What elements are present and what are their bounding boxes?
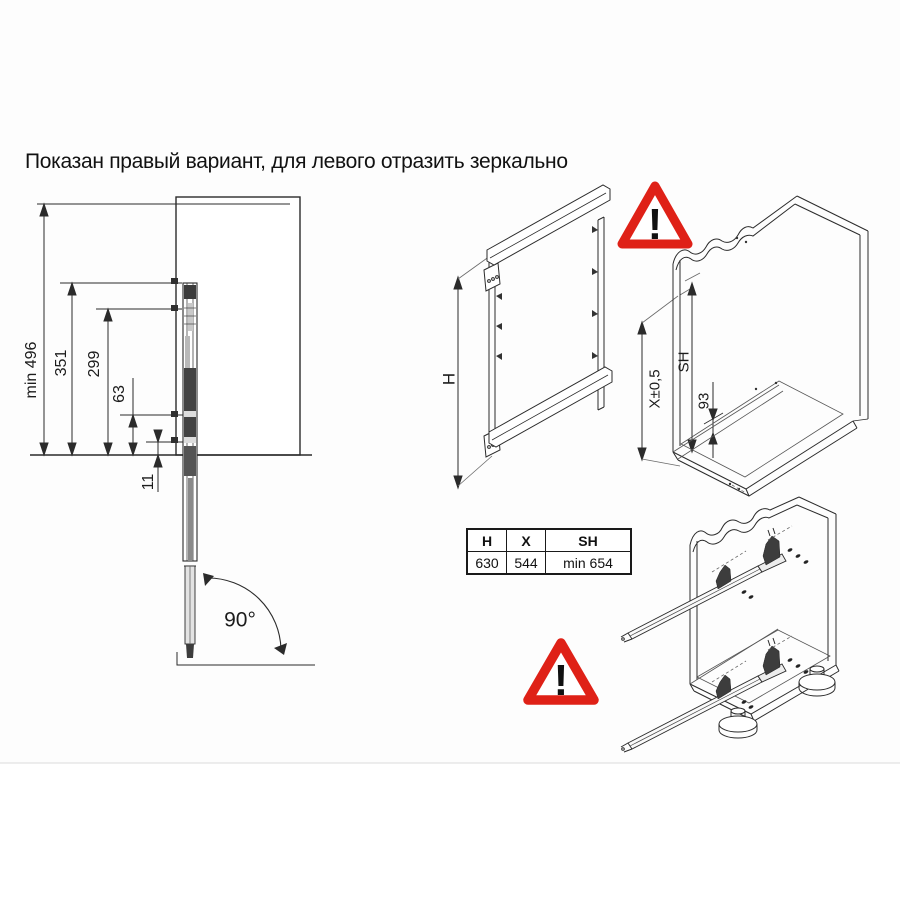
spec-table-value-row <box>467 552 631 575</box>
dim-label-299: 299 <box>86 350 103 378</box>
spec-table <box>466 528 632 575</box>
exclamation-mark: ! <box>553 656 569 705</box>
dim-label-h: H <box>439 372 459 386</box>
angle-label-90: 90° <box>224 608 256 632</box>
dim-label-11: 11 <box>140 473 157 491</box>
slide-rail-closed <box>183 283 197 658</box>
spec-col-x-header: X <box>507 529 546 552</box>
spec-col-h-header: H <box>467 529 507 552</box>
spec-table-header-row <box>467 529 631 552</box>
spec-value-sh: min 654 <box>546 552 632 575</box>
spec-value-h: 630 <box>467 552 507 575</box>
dim-label-sh: SH <box>675 351 693 373</box>
dim-label-x: X±0,5 <box>646 369 664 409</box>
dim-label-min-496: min 496 <box>23 341 40 399</box>
exclamation-mark: ! <box>647 200 663 249</box>
spec-value-x: 544 <box>507 552 546 575</box>
spec-col-sh-header: SH <box>546 529 632 552</box>
dim-label-93: 93 <box>695 392 713 410</box>
heading-note: Показан правый вариант, для левого отразить зеркально <box>25 150 568 173</box>
dim-label-63: 63 <box>111 385 128 403</box>
dim-label-351: 351 <box>53 349 70 377</box>
